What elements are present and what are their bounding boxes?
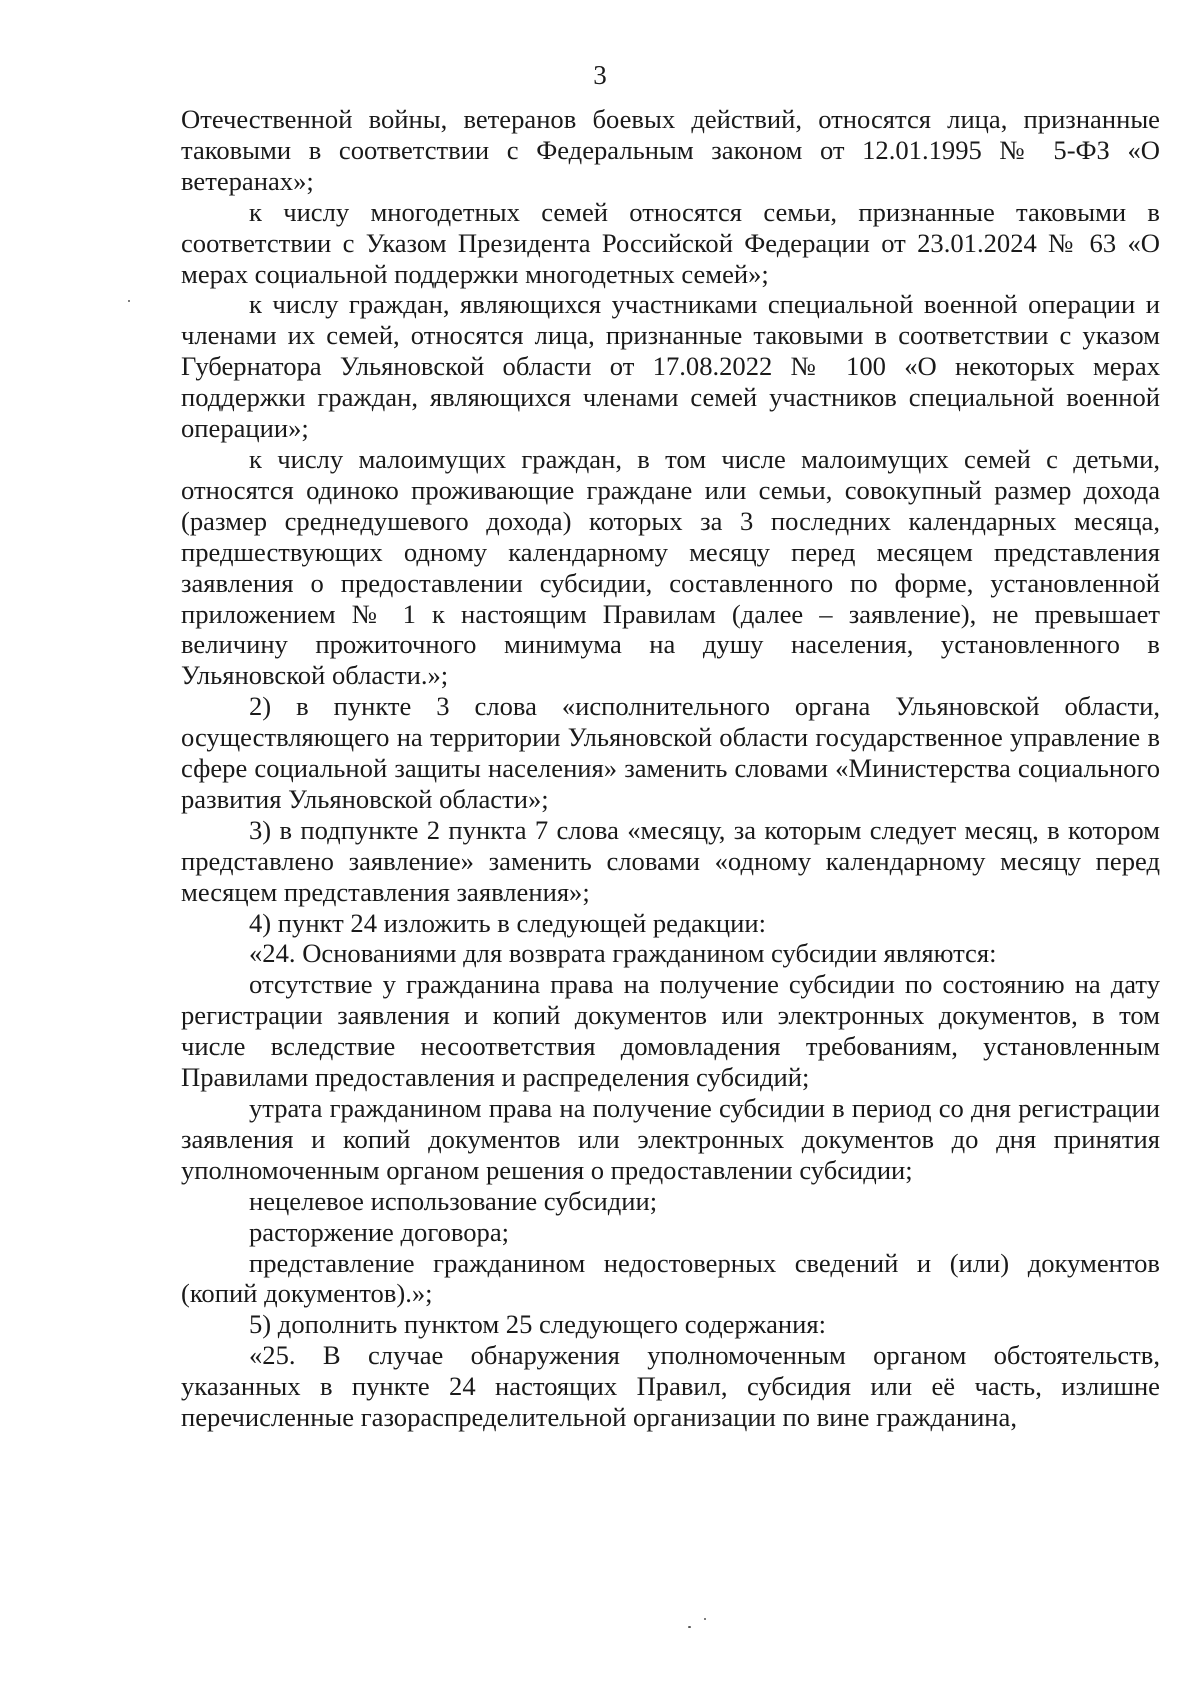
scan-speck (704, 1618, 706, 1620)
paragraph-ground-no-right: отсутствие у гражданина права на получение субсидии по состоянию на дату регистрации заявления и копий документов или электронных документов, в том числе вследствие несоответствия домовладения требованиям, установленным Правилами предоставления и распределения субсидий; (181, 969, 1160, 1093)
paragraph-ground-false-info: представление гражданином недостоверных сведений и (или) документов (копий документов).»; (181, 1247, 1160, 1309)
paragraph-item-2: 2) в пункте 3 слова «исполнительного органа Ульяновской области, осуществляющего на территории Ульяновской области государственное управление в сфере социальной защиты населения» заменить словами «Министерства социального развития Ульяновской области»; (181, 691, 1160, 814)
paragraph-ground-termination: расторжение договора; (249, 1216, 510, 1247)
paragraph-item-5: 5) дополнить пунктом 25 следующего содержания: (249, 1309, 826, 1340)
paragraph-item-3: 3) в подпункте 2 пункта 7 слова «месяцу, за которым следует месяц, в котором представлено заявление» заменить словами «одному календарному месяцу перед месяцем представления заявления»; (181, 814, 1160, 907)
page-number: 3 (593, 60, 607, 90)
paragraph-ground-loss-of-right: утрата гражданином права на получение субсидии в период со дня регистрации заявления и копий документов или электронных документов до дня принятия уполномоченным органом решения о предоставлении субсидии; (181, 1093, 1160, 1185)
paragraph-military-operation: к числу граждан, являющихся участниками специальной военной операции и членами их семей, относятся лица, признанные таковыми в соответствии с указом Губернатора Ульяновской области от 17.08.2022 № 100 «О некоторых мерах поддержки граждан, являющихся членами семей участников специальной военной операции»; (181, 289, 1160, 444)
paragraph-clause-25: «25. В случае обнаружения уполномоченным органом обстоятельств, указанных в пункте 24 настоящих Правил, субсидия или её часть, излишне перечисленные газораспределительной организации по вине гражданина, (181, 1340, 1160, 1433)
paragraph-low-income: к числу малоимущих граждан, в том числе малоимущих семей с детьми, относятся одиноко проживающие граждане или семьи, совокупный размер дохода (размер среднедушевого дохода) которых за 3 последних календарных месяца, предшествующих одному календарному месяцу перед месяцем представления заявления о предоставлении субсидии, составленного по форме, установленной приложением № 1 к настоящим Правилам (далее – заявление), не превышает величину прожиточного минимума на душу населения, установленного в Ульяновской области.»; (181, 443, 1160, 691)
scan-speck (688, 1626, 691, 1628)
scan-speck (128, 300, 130, 302)
paragraph-veterans-continued: Отечественной войны, ветеранов боевых действий, относятся лица, признанные таковыми в соответствии с Федеральным законом от 12.01.1995 № 5-ФЗ «О ветеранах»; (181, 104, 1160, 196)
paragraph-clause-24: «24. Основаниями для возврата гражданином субсидии являются: (249, 938, 997, 969)
document-body (181, 104, 1160, 1433)
paragraph-ground-misuse: нецелевое использование субсидии; (249, 1185, 658, 1216)
paragraph-large-families: к числу многодетных семей относятся семьи, признанные таковыми в соответствии с Указом Президента Российской Федерации от 23.01.2024 № 63 «О мерах социальной поддержки многодетных семей»; (181, 196, 1160, 289)
paragraph-item-4: 4) пункт 24 изложить в следующей редакции: (249, 907, 766, 938)
